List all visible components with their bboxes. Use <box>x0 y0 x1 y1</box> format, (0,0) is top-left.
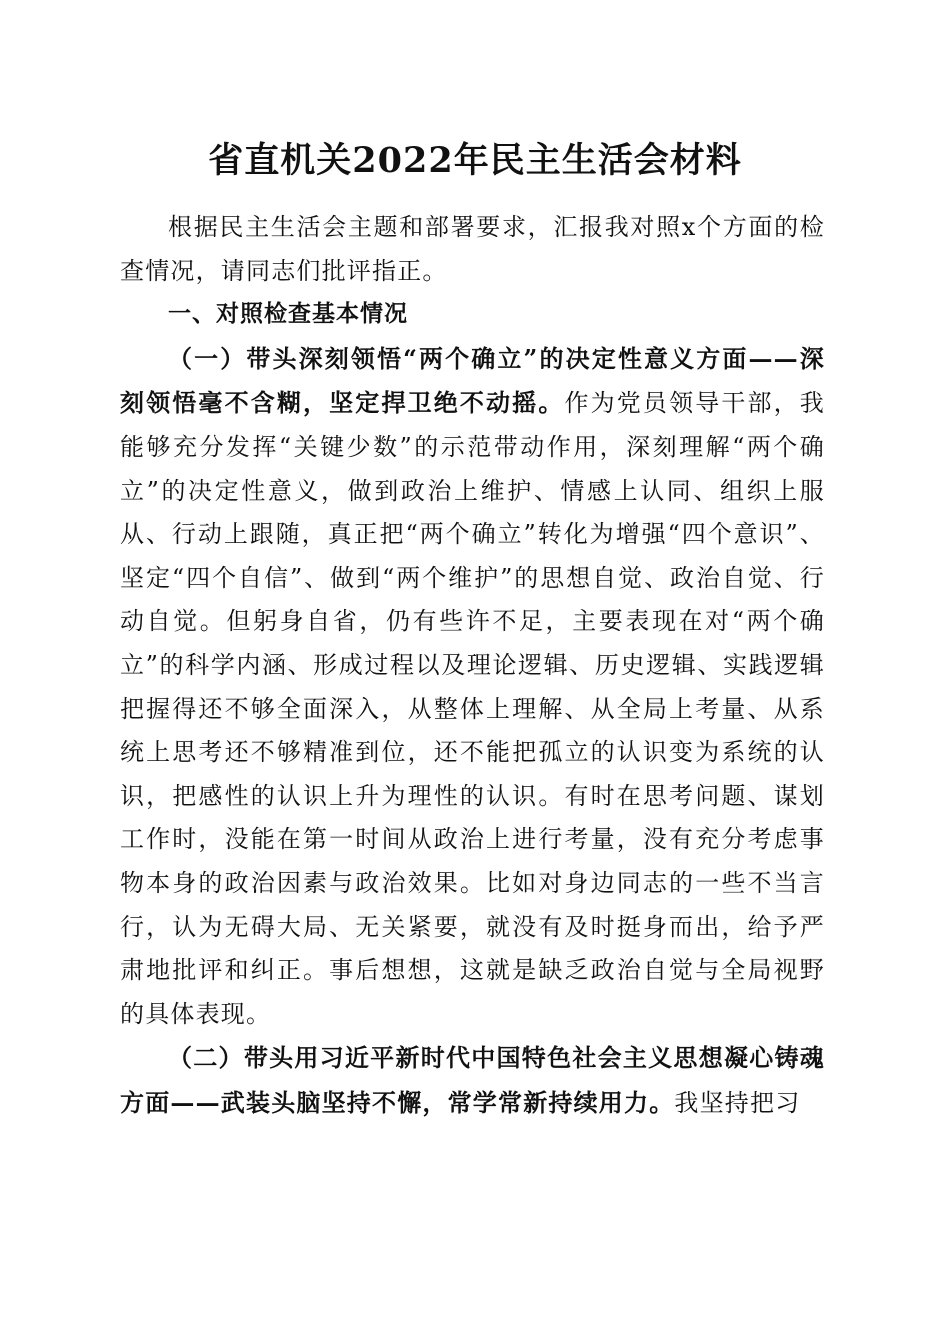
item-2-body: 我坚持把习 <box>674 1088 801 1117</box>
document-title: 省直机关2022年民主生活会材料 <box>208 140 742 181</box>
item-2-paragraph <box>120 1036 825 1125</box>
intro-paragraph: 根据民主生活会主题和部署要求，汇报我对照x个方面的检查情况，请同志们批评指正。 <box>120 213 825 285</box>
document-body <box>120 206 825 1125</box>
item-1-body: 作为党员领导干部，我能够充分发挥“关键少数”的示范带动作用，深刻理解“两个确立”的决定性意义，做到政治上维护、情感上认同、组织上服从、行动上跟随，真正把“两个确立”转化为增强“四个意识”、坚定“四个自信”、做到“两个维护”的思想自觉、政治自觉、行动自觉。但躬身自省，仍有些许不足，主要表现在对“两个确立”的科学内涵、形成过程以及理论逻辑、历史逻辑、实践逻辑把握得还不够全面深入，从整体上理解、从全局上考量、从系统上思考还不够精准到位，还不能把孤立的认识变为系统的认识，把感性的认识上升为理性的认识。有时在思考问题、谋划工作时，没能在第一时间从政治上进行考量，没有充分考虑事物本身的政治因素与政治效果。比如对身边同志的一些不当言行，认为无碍大局、无关紧要，就没有及时挺身而出，给予严肃地批评和纠正。事后想想，这就是缺乏政治自觉与全局视野的具体表现。 <box>120 389 825 1028</box>
item-1-paragraph <box>120 337 825 1037</box>
item-2-lead: （二）带头用习近平新时代中国特色社会主义思想凝心铸魂方面——武装头脑坚持不懈，常学常新持续用力。 <box>120 1043 825 1117</box>
item-1-lead: （一）带头深刻领悟“两个确立”的决定性意义方面——深刻领悟毫不含糊，坚定捍卫绝不动摇。 <box>120 343 825 418</box>
section-heading: 一、对照检查基本情况 <box>168 301 408 328</box>
